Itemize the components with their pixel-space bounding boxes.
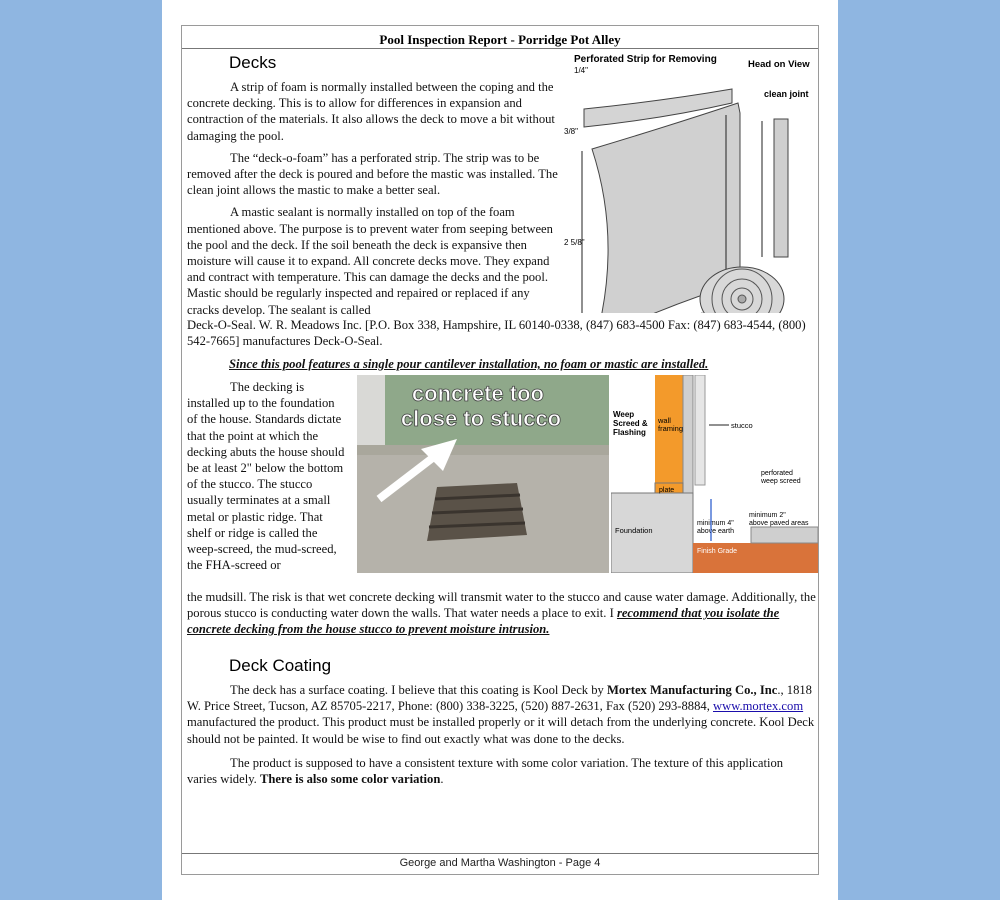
decks-heading: Decks <box>229 53 277 72</box>
stucco-layer <box>683 375 693 493</box>
foam-strip-diagram <box>562 51 818 313</box>
grade-label: Finish Grade <box>697 548 738 555</box>
photo-edge <box>357 445 609 455</box>
head-on-label: Head on View <box>748 59 810 70</box>
coating-paragraph-2 <box>187 755 815 787</box>
photo-caption-line: concrete too <box>411 381 544 406</box>
clean-joint-label: clean joint <box>764 89 809 99</box>
header-rule <box>182 48 818 49</box>
decking-cont-text: the mudsill. The risk is that wet concrete decking will transmit water to the stucco and cause water damage. Additionally, the porous stucco is conducting water down the walls. That water needs a place to exit. I <box>187 590 816 621</box>
lath-layer <box>695 375 705 485</box>
wall-framing <box>655 375 683 493</box>
report-header: Pool Inspection Report - Porridge Pot Alley <box>379 32 621 47</box>
coating-p2-b: There is also some color variation <box>259 772 441 787</box>
weep-label: Weep Screed & Flashing <box>613 410 648 437</box>
min2-label: minimum 2" above paved areas <box>749 512 809 527</box>
coating-p1-b: ., 1818 W. Price Street, Tucson, AZ 85705-2217, Phone: (800) 338-3225, (520) 887-2631, Fax (520) 293-8884, <box>187 683 812 714</box>
coating-paragraph-1 <box>187 682 815 747</box>
head-on-strip <box>774 119 788 257</box>
stucco-photo <box>357 375 609 573</box>
decking-paragraph-text: The decking is installed up to the foundation of the house. Standards dictate that the point at which the decking abuts the house should be at least 2" below the bottom of the stucco. The stucco usually terminates at a small metal or plastic ridge. That shelf or ridge is called the weep-screed, the mud-screed, the FHA-screed or <box>187 380 345 573</box>
photo-door <box>357 375 385 445</box>
paved-area <box>751 527 818 543</box>
photo-caption-line: close to stucco <box>400 406 562 431</box>
wall-label: wall framing <box>658 416 684 433</box>
document-page <box>162 0 838 900</box>
coating-company: Mortex Manufacturing Co., Inc <box>606 683 778 697</box>
decks-paragraph-3-cont: Deck-O-Seal. W. R. Meadows Inc. [P.O. Box 338, Hampshire, IL 60140-0338, (847) 683-4500 Fax: (847) 683-4544, (800) 542-7665] manufactures Deck-O-Seal. <box>187 318 806 349</box>
coating-p2-a: The product is supposed to have a consistent texture with some color variation. The texture of this application varies widely. <box>187 755 784 787</box>
min4-label: minimum 4" above earth <box>697 520 734 535</box>
recommendation: recommend that you isolate the concrete decking from the house stucco to prevent moisture intrusion. <box>187 606 780 637</box>
coating-heading: Deck Coating <box>229 656 332 675</box>
dim-quarter: 1/4" <box>574 66 588 75</box>
coating-p2-c: . <box>440 772 444 787</box>
footer-rule <box>182 853 818 854</box>
perforated-label: perforated weep screed <box>761 470 801 485</box>
cantilever-notice: Since this pool features a single pour cantilever installation, no foam or mastic are installed. <box>229 357 709 371</box>
page-footer: George and Martha Washington - Page 4 <box>399 857 601 869</box>
weep-screed-diagram <box>611 375 818 573</box>
mortex-link[interactable]: www.mortex.com <box>713 699 804 714</box>
dim-2-5-8: 2 5/8" <box>564 238 585 247</box>
decking-paragraph-cont <box>187 589 819 638</box>
page-frame <box>181 25 819 875</box>
coating-p1-a: The deck has a surface coating. I believe that this coating is Kool Deck by <box>230 683 607 697</box>
decks-text-upper <box>187 79 562 318</box>
plate-label: plate <box>659 487 675 494</box>
foundation-label: Foundation <box>615 526 653 535</box>
dim-3-8: 3/8" <box>564 127 578 136</box>
foam-title: Perforated Strip for Removing <box>574 54 717 65</box>
decks-paragraph-3: A mastic sealant is normally installed on top of the foam mentioned above. The purpose is to prevent water from seeping between the pool and the deck. If the soil beneath the deck is expansive then moisture will cause it to expand. All concrete decks move. They expand and contract with temperature. This can damage the decks and the pool. Mastic should be regularly inspected and repaired or replaced if any cracks develop. The sealant is called <box>187 205 553 317</box>
decks-paragraph-2: The “deck-o-foam” has a perforated strip. The strip was to be removed after the deck is poured and before the mastic was installed. The clean joint allows the mastic to make a better seal. <box>187 150 558 198</box>
decking-paragraph <box>187 379 345 573</box>
coating-p1-c: manufactured the product. This product must be installed properly or it will detach from the underlying concrete. Kool Deck should not be painted. It would be wise to find out exactly what was done to the decks. <box>187 715 815 746</box>
photo-caption <box>401 381 561 431</box>
coating-text <box>187 682 815 787</box>
stucco-label: stucco <box>731 421 753 430</box>
decks-paragraph-1: A strip of foam is normally installed between the coping and the concrete decking. This is to allow for differences in expansion and contraction of the materials. It also allows the deck to move a bit without damaging the pool. <box>187 80 555 143</box>
